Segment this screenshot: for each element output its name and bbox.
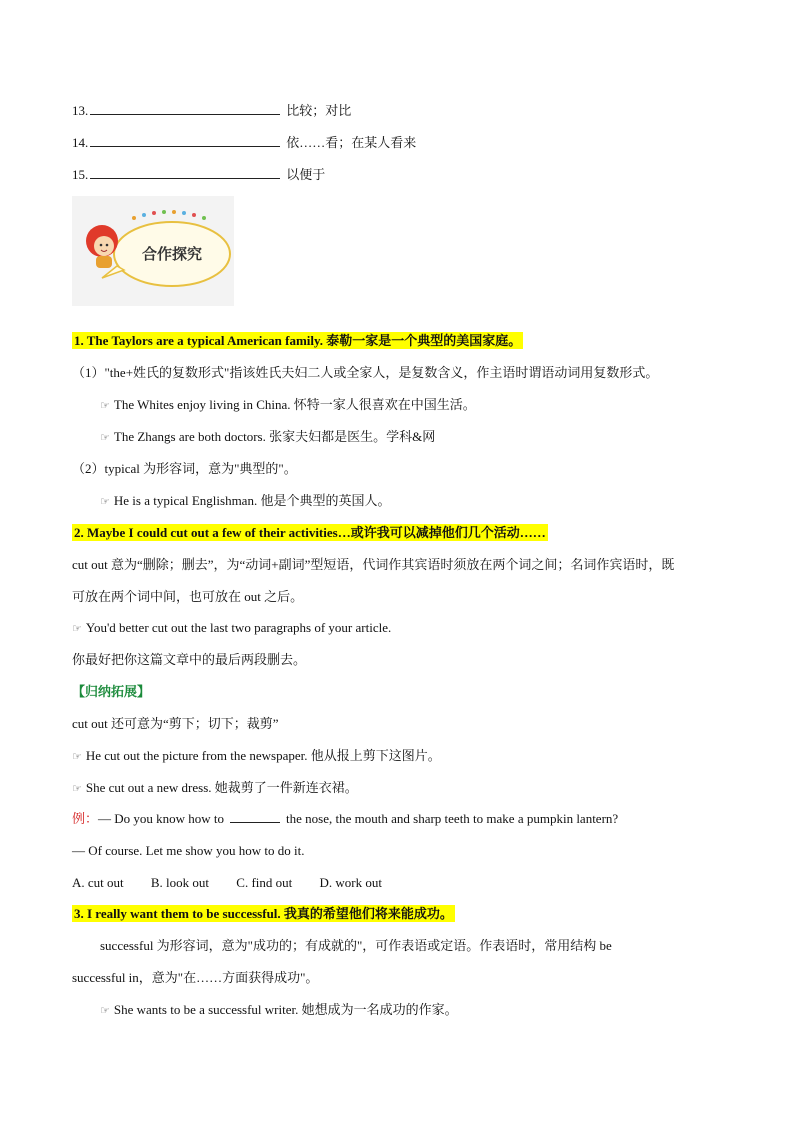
option-c[interactable]: C. find out: [236, 875, 293, 890]
option-a[interactable]: A. cut out: [72, 875, 124, 890]
answer-blank[interactable]: [230, 810, 280, 823]
section-2-example-1: ☞ You'd better cut out the last two paragraphs of your article.: [72, 620, 392, 635]
section-2-example-1-translation: 你最好把你这篇文章中的最后两段删去。: [72, 652, 307, 667]
section-1-example-3: ☞ He is a typical Englishman. 他是个典型的英国人。: [100, 493, 391, 508]
banner-label: 合作探究: [141, 245, 203, 263]
section-2-example-2: ☞ He cut out the picture from the newspaper. 他从报上剪下这图片。: [72, 748, 441, 763]
section-1-title: 1. The Taylors are a typical American family. 泰勒一家是一个典型的美国家庭。: [74, 333, 522, 348]
answer-blank[interactable]: [90, 102, 280, 115]
section-2-expand-point: cut out 还可意为“剪下；切下；裁剪”: [72, 716, 279, 731]
section-3-explain-a: successful 为形容词，意为"成功的；有成就的"，可作表语或定语。作表语时，常用结构 be: [100, 938, 612, 953]
pointing-hand-icon: ☞: [100, 399, 110, 412]
cooperative-inquiry-banner: [72, 196, 234, 306]
pointing-hand-icon: ☞: [72, 750, 82, 763]
section-2-explain-b: 可放在两个词中间，也可放在 out 之后。: [72, 589, 304, 604]
pointing-hand-icon: ☞: [100, 431, 110, 444]
section-1-point-1: （1）"the+姓氏的复数形式"指该姓氏夫妇二人或全家人，是复数含义，作主语时谓语动词用复数形式。: [72, 365, 659, 380]
option-b[interactable]: B. look out: [150, 875, 210, 890]
garland-dots-icon: [132, 210, 206, 220]
pointing-hand-icon: ☞: [72, 782, 82, 795]
section-2-example-3: ☞ She cut out a new dress. 她裁剪了一件新连衣裙。: [72, 780, 358, 795]
section-1-example-1: ☞ The Whites enjoy living in China. 怀特一家人很喜欢在中国生活。: [100, 397, 476, 412]
pointing-hand-icon: ☞: [72, 622, 82, 635]
section-3-title: 3. I really want them to be successful. 我真的希望他们将来能成功。: [74, 906, 453, 921]
exercise-question: 例：— Do you know how to the nose, the mouth and sharp teeth to make a pumpkin lantern?: [72, 811, 619, 826]
section-3-explain-b: successful in，意为"在……方面获得成功"。: [72, 970, 319, 985]
exercise-response: — Of course. Let me show you how to do it.: [72, 843, 305, 858]
section-1-point-2: （2）typical 为形容词，意为"典型的"。: [72, 461, 297, 476]
section-1-example-2: ☞ The Zhangs are both doctors. 张家夫妇都是医生。学科&网: [100, 429, 436, 444]
answer-blank[interactable]: [90, 134, 280, 147]
pointing-hand-icon: ☞: [100, 495, 110, 508]
banner-illustration: [72, 196, 234, 306]
expand-heading: 【归纳拓展】: [72, 684, 151, 699]
vocab-item-15: 15. 以便于: [72, 167, 326, 182]
vocab-item-13: 13. 比较；对比: [72, 103, 352, 118]
answer-blank[interactable]: [90, 166, 280, 179]
section-2-title: 2. Maybe I could cut out a few of their activities…或许我可以减掉他们几个活动……: [74, 525, 546, 540]
section-3-example-1: ☞ She wants to be a successful writer. 她想成为一名成功的作家。: [100, 1002, 458, 1017]
pointing-hand-icon: ☞: [100, 1004, 110, 1017]
section-2-explain-a: cut out 意为“删除；删去”，为“动词+副词”型短语，代词作其宾语时须放在两个词之间；名词作宾语时，既: [72, 557, 675, 572]
option-d[interactable]: D. work out: [319, 875, 382, 890]
vocab-item-14: 14. 依……看；在某人看来: [72, 135, 417, 150]
child-mascot-icon: [86, 225, 118, 268]
exercise-options: [72, 874, 406, 892]
